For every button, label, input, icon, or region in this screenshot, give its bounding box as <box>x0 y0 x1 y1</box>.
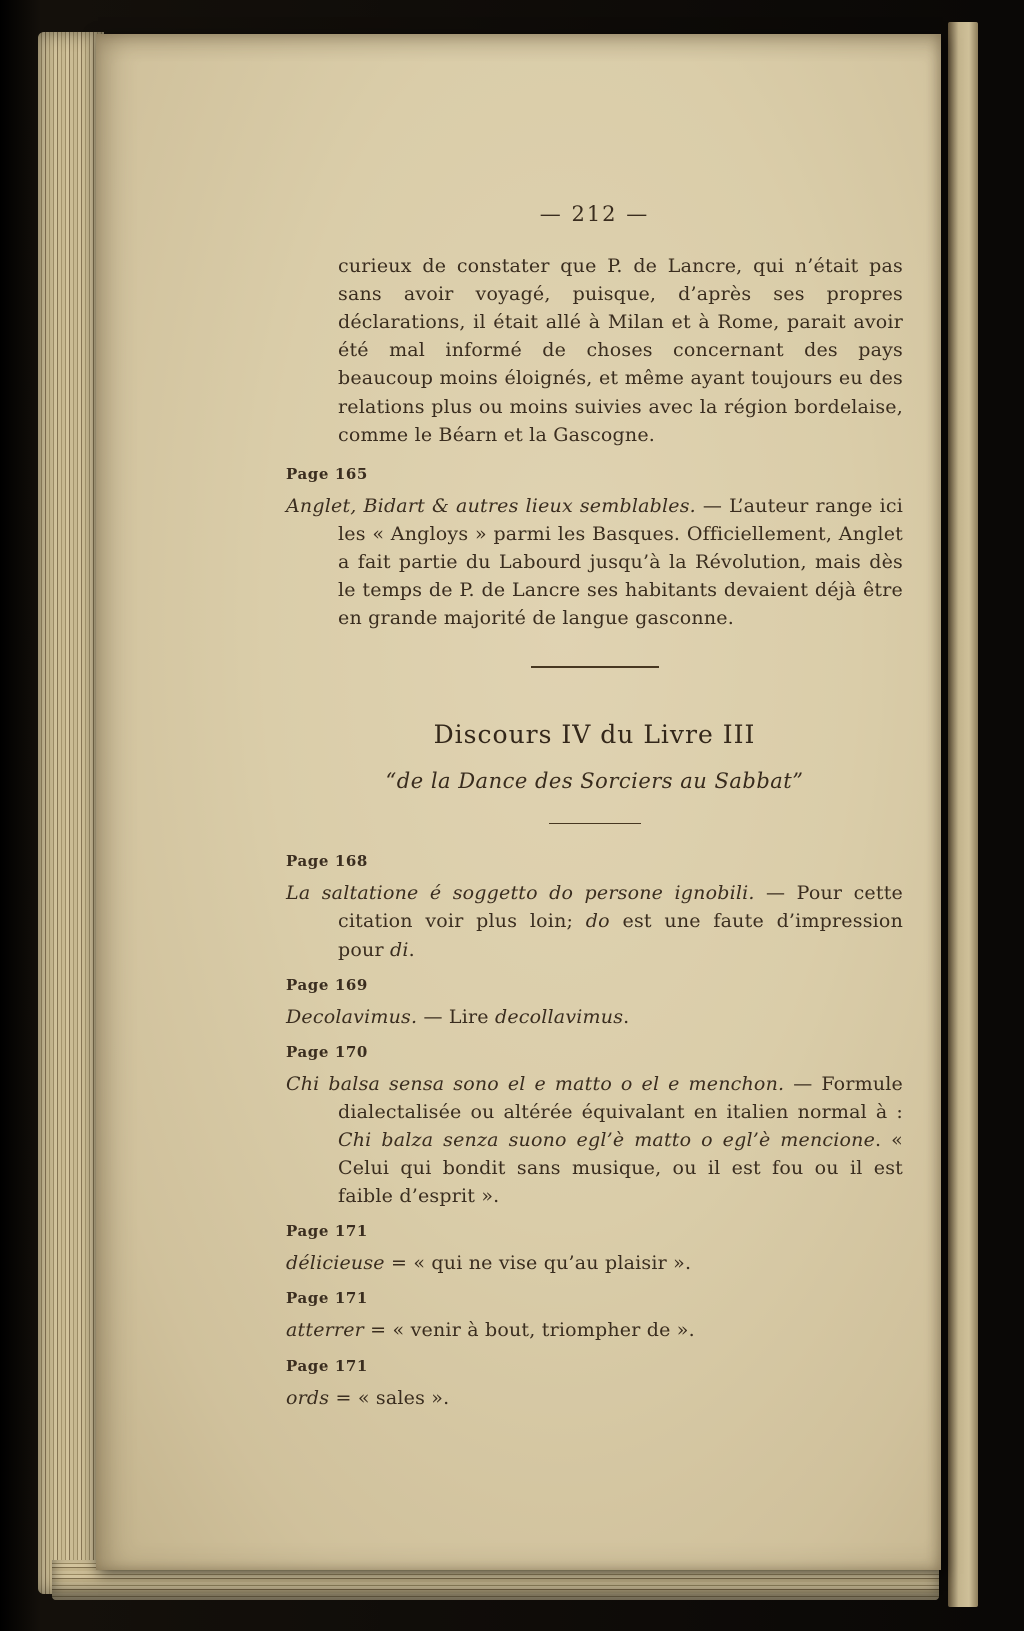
page-content <box>96 34 941 1570</box>
italic-text-segment: Decolavimus. <box>286 1005 418 1028</box>
italic-text-segment: do <box>585 910 610 933</box>
section-subtitle: “de la Dance des Sorciers au Sabbat” <box>385 769 804 794</box>
page-ref-label-171a: Page 171 <box>286 1222 368 1241</box>
page-ref-label-171b: Page 171 <box>286 1289 368 1308</box>
page-number: — 212 — <box>539 202 650 226</box>
italic-text-segment: Anglet, Bidart & autres lieux semblables. <box>286 494 696 517</box>
roman-text-segment: = « qui ne vise qu’au plaisir ». <box>384 1252 692 1275</box>
annotation-entry-chi-balsa <box>286 1070 903 1211</box>
italic-text-segment: Chi balsa sensa sono el e matto o el e menchon. <box>286 1072 785 1095</box>
annotation-entry-ords <box>286 1384 903 1412</box>
page-stack-left-edge <box>38 32 104 1594</box>
italic-text-segment: atterrer <box>286 1319 364 1342</box>
page-ref-label-165: Page 165 <box>286 464 368 483</box>
section-divider-bottom <box>549 823 641 824</box>
italic-text-segment: La saltatione é soggetto do persone ignobili. <box>286 882 755 905</box>
roman-text-segment: — Pour cette citation voir plus loin; <box>338 882 903 933</box>
page-ref-label-169: Page 169 <box>286 975 368 994</box>
annotation-entry-atterrer <box>286 1316 903 1344</box>
adjacent-page-edge <box>948 22 978 1607</box>
intro-paragraph: curieux de constater que P. de Lancre, qui n’était pas sans avoir voyagé, puisque, d’après ses propres déclarations, il était allé à Milan et à Rome, parait avoir été mal informé de choses concernant des pays beaucoup moins éloignés, et même ayant toujours eu des relations plus ou moins suivies avec la région bordelaise, comme le Béarn et la Gascogne. <box>338 255 903 446</box>
paper-surface <box>96 34 941 1570</box>
roman-text-segment: = « sales ». <box>329 1386 450 1409</box>
page-ref-label-171c: Page 171 <box>286 1356 368 1375</box>
italic-text-segment: délicieuse <box>286 1252 385 1275</box>
book-page <box>38 28 943 1600</box>
italic-text-segment: di <box>389 938 409 961</box>
roman-text-segment: . <box>623 1005 630 1028</box>
annotation-entry-anglet <box>286 492 903 633</box>
annotation-entry-delicieuse <box>286 1249 903 1277</box>
italic-text-segment: Chi balza senza suono egl’è matto o egl’è mencione <box>338 1128 876 1151</box>
roman-text-segment: . « Celui qui bondit sans musique, ou il est fou ou il est faible d’esprit ». <box>338 1128 903 1208</box>
page-ref-label-170: Page 170 <box>286 1042 368 1061</box>
annotation-entry-saltatione <box>286 879 903 963</box>
section-divider-top <box>531 666 659 668</box>
italic-text-segment: ords <box>286 1386 330 1409</box>
roman-text-segment: — Lire <box>417 1005 495 1028</box>
italic-text-segment: decollavimus <box>494 1005 624 1028</box>
roman-text-segment: est une faute d’impression pour <box>338 910 904 961</box>
roman-text-segment: . <box>408 938 415 961</box>
roman-text-segment: = « venir à bout, triompher de ». <box>363 1319 695 1342</box>
roman-text-segment: — Formule dialectalisée ou altérée équivalant en italien normal à : <box>338 1072 903 1123</box>
annotation-entry-decolavimus <box>286 1003 903 1031</box>
section-title: Discours IV du Livre III <box>433 720 756 750</box>
roman-text-segment: — L’auteur range ici les « Angloys » parmi les Basques. Officiellement, Anglet a fait partie du Labourd jusqu’à la Révolution, mais dès le temps de P. de Lancre ses habitants devaient déjà être en grande majorité de langue gasconne. <box>338 494 903 630</box>
page-ref-label-168: Page 168 <box>286 852 368 871</box>
